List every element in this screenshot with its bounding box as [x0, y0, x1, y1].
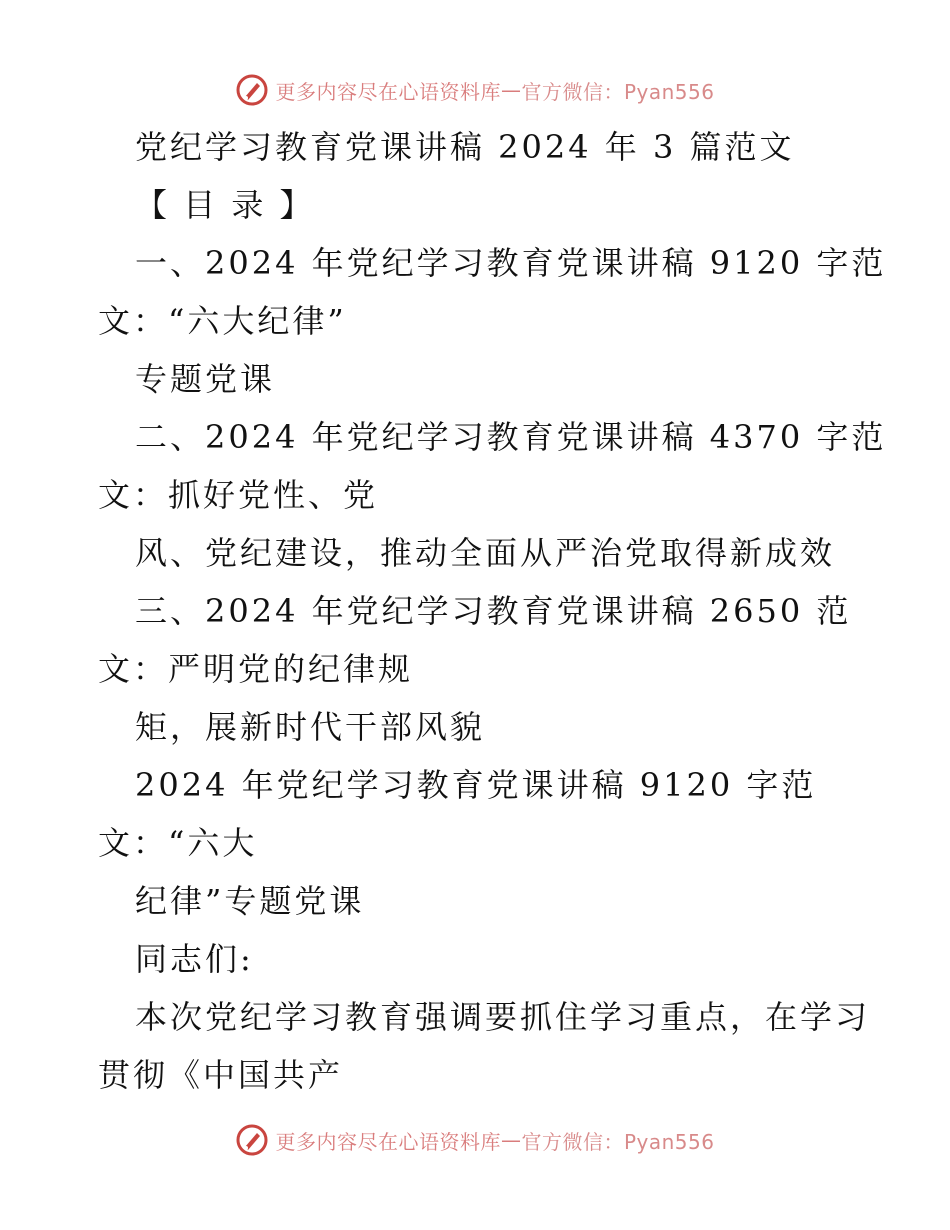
watermark-separator: —	[500, 1128, 522, 1152]
document-title: 党纪学习教育党课讲稿 2024 年 3 篇范文	[135, 128, 795, 166]
section-title-line-1: 2024 年党纪学习教育党课讲稿 9120 字范	[135, 766, 817, 804]
body-paragraph-line-1: 本次党纪学习教育强调要抓住学习重点，在学习	[135, 998, 871, 1036]
pen-nib-seal-icon	[235, 73, 269, 107]
toc-item-2-line-2: 文：抓好党性、党	[98, 476, 379, 514]
watermark-main-text: 更多内容尽在心语资料库	[275, 1129, 501, 1154]
toc-item-1-line-2: 文：“六大纪律”	[98, 302, 347, 340]
toc-item-3-line-2: 文：严明党的纪律规	[98, 650, 414, 688]
body-paragraph-line-2: 贯彻《中国共产	[98, 1056, 344, 1094]
section-title-line-3: 纪律”专题党课	[135, 882, 365, 920]
toc-item-2-line-3: 风、党纪建设，推动全面从严治党取得新成效	[135, 534, 836, 572]
watermark-main-text: 更多内容尽在心语资料库	[275, 79, 501, 104]
pen-nib-seal-icon	[235, 1123, 269, 1157]
salutation: 同志们:	[135, 940, 254, 978]
toc-item-1-line-1: 一、2024 年党纪学习教育党课讲稿 9120 字范	[135, 244, 887, 282]
document-body	[0, 118, 950, 1104]
toc-heading: 【 目 录 】	[135, 186, 315, 224]
toc-item-1-line-3: 专题党课	[135, 360, 276, 398]
section-title-line-2: 文：“六大	[98, 824, 258, 862]
watermark-contact-text: 官方微信：Pyan556	[521, 79, 715, 104]
toc-item-3-line-1: 三、2024 年党纪学习教育党课讲稿 2650 范	[135, 592, 852, 630]
toc-item-2-line-1: 二、2024 年党纪学习教育党课讲稿 4370 字范	[135, 418, 887, 456]
toc-item-3-line-3: 矩，展新时代干部风貌	[135, 708, 486, 746]
watermark-separator: —	[500, 78, 522, 102]
header-watermark	[0, 70, 950, 110]
watermark-contact-text: 官方微信：Pyan556	[521, 1129, 715, 1154]
footer-watermark	[0, 1120, 950, 1160]
